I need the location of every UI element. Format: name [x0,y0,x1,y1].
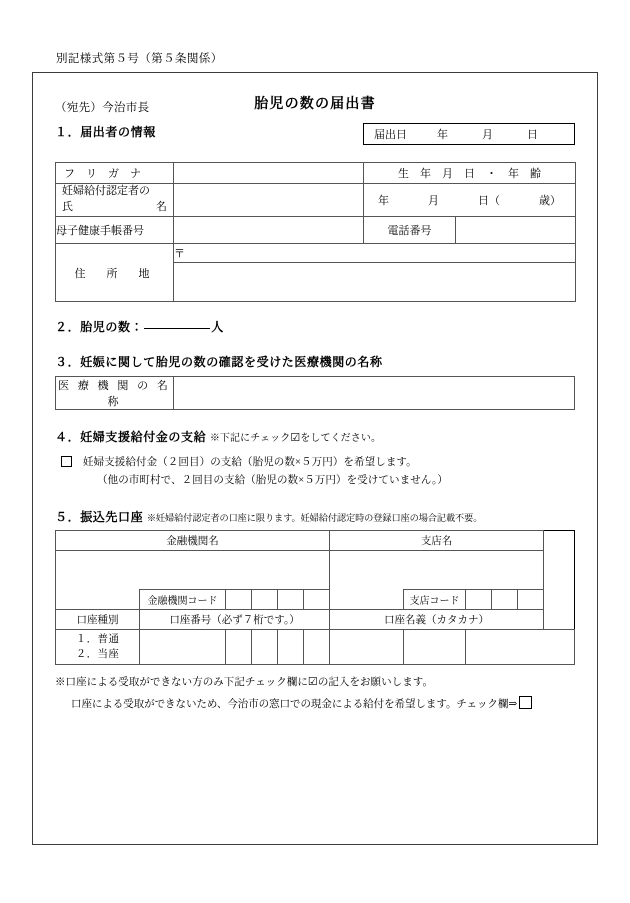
table-row-bank-headers [56,530,575,550]
address-label: 住 所 地 [74,267,155,280]
table-row-name [56,184,576,217]
account-number-header-cell [140,609,330,629]
submission-date-day: 日 [527,129,538,141]
branch-code-digit-1[interactable] [466,589,492,609]
bank-name-header-cell [56,530,330,550]
bank-name-header: 金融機関名 [166,535,219,547]
account-type-header: 口座種別 [76,614,119,626]
furigana-label: フ リ ガ ナ [64,168,141,180]
postal-mark-icon: 〒 [174,248,185,260]
phone-label-cell [364,217,456,244]
branch-name-input[interactable] [330,550,544,589]
checked-box-icon-2: ☑ [307,675,318,688]
account-number-digit-3[interactable] [252,629,278,664]
section-1-heading: １．届出者の情報 [55,125,156,139]
table-row-medical-institution [56,377,575,410]
section-1 [55,123,575,302]
account-number-digit-7[interactable] [404,629,466,664]
postal-code-cell[interactable] [174,244,576,263]
section-4-note-post: をしてください。 [300,433,382,444]
submission-date-box [363,123,575,145]
account-type-header-cell [56,609,140,629]
name-label [56,184,173,216]
account-holder-header: 口座名義（カタカナ） [384,614,490,626]
form-number: 別記様式第５号（第５条関係） [56,53,223,65]
birth-date-cell[interactable] [364,184,576,217]
section-4-heading [55,428,575,445]
section-4-heading-text: ４．妊婦支援給付金の支給 [55,430,207,444]
section-4-note [210,433,381,444]
footnote-1 [55,674,575,689]
table-row-codes [56,589,575,609]
branch-code-spacer [330,589,404,609]
account-number-digit-5[interactable] [304,629,330,664]
birth-age-label: 歳） [539,195,561,207]
branch-code-digit-3[interactable] [518,589,544,609]
bank-code-label-cell [140,589,226,609]
account-number-digit-4[interactable] [278,629,304,664]
section-2-unit: 人 [211,320,224,334]
name-label-line2 [62,200,167,216]
medical-institution-label-cell [56,377,174,410]
birth-date-fields [364,192,575,208]
branch-code-digit-2[interactable] [492,589,518,609]
branch-code-label-cell [404,589,466,609]
submission-date-year: 年 [437,129,448,141]
footnote-2 [55,696,575,711]
footnote-2-text: 口座による受取ができないため、今治市の窓口での現金による給付を希望します。チェック欄⇒ [71,698,518,710]
account-number-digit-6[interactable] [330,629,404,664]
address-input[interactable] [174,263,576,302]
handbook-label-cell [56,217,174,244]
cash-payment-checkbox[interactable] [519,696,532,709]
checked-box-icon: ☑ [290,432,301,444]
table-row-account-headers [56,609,575,629]
birth-month-label: 月 [428,195,439,207]
birth-year-label: 年 [378,195,389,207]
name-label-left: 氏 [62,201,73,213]
submission-date-label: 届出日 [374,129,407,141]
footnote-1-post: の記入をお願いします。 [317,676,434,688]
grant-request-line2: （他の市町村で、２回目の支給（胎児の数×５万円）を受けていません。） [97,475,448,487]
bank-code-spacer [56,589,140,609]
table-row-address-postal [56,244,576,263]
section-5-note: ※妊婦給付認定者の口座に限ります。妊婦給付認定時の登録口座の場合記載不要。 [146,512,483,523]
furigana-input[interactable] [174,163,364,184]
submission-date-month: 月 [482,129,493,141]
phone-label: 電話番号 [387,225,432,237]
grant-request-checkbox[interactable] [61,456,72,467]
furigana-label-cell [56,163,174,184]
account-type-options[interactable] [56,629,140,664]
section-2-label: ２．胎児の数： [55,320,144,334]
bank-code-label: 金融機関コード [147,595,218,607]
form-content [33,73,597,844]
bank-code-digit-4[interactable] [304,589,330,609]
form-page-frame [32,72,598,845]
table-row-handbook-phone [56,217,576,244]
account-number-digit-2[interactable] [226,629,252,664]
section-3-heading: ３．妊娠に関して胎児の数の確認を受けた医療機関の名称 [55,355,383,369]
bank-name-input[interactable] [56,550,330,589]
birth-day-label: 日（ [478,195,500,207]
medical-institution-input[interactable] [174,377,575,410]
name-label-cell [56,184,174,217]
account-number-header: 口座番号（必ず７桁です。） [169,614,300,626]
account-type-option-1[interactable]: １．普通 [75,633,120,645]
handbook-input[interactable] [174,217,364,244]
grant-request-line1: 妊婦支援給付金（２回目）の支給（胎児の数×５万円）を希望します。 [83,457,417,468]
section-4-option [55,454,575,491]
name-input[interactable] [174,184,364,217]
birth-header-label: 生 年 月 日 ・ 年 齢 [398,168,541,180]
footnote-1-pre: ※口座による受取ができない方のみ下記チェック欄に [55,676,308,688]
section-4-note-pre: ※下記にチェック [209,433,291,444]
section-5-heading-text: ５．振込先口座 [55,509,144,524]
branch-name-header: 支店名 [420,535,453,547]
applicant-info-table [55,162,576,302]
medical-institution-label: 医 療 機 関 の 名 称 [58,380,171,408]
table-row-bank-entry [56,550,575,589]
birth-header-cell [364,163,576,184]
section-2 [55,318,575,335]
bank-code-digit-2[interactable] [252,589,278,609]
handbook-label: 母子健康手帳番号 [56,225,144,237]
medical-institution-table [55,376,575,410]
account-type-option-2[interactable]: ２．当座 [75,648,120,660]
account-number-digit-1[interactable] [140,629,226,664]
bank-account-table [55,530,575,665]
page-title: 胎児の数の届出書 [254,97,376,112]
branch-name-header-cell [330,530,544,550]
account-holder-input[interactable] [466,629,575,664]
table-row-furigana [56,163,576,184]
name-label-line1: 妊婦給付認定者の [62,185,150,198]
addressee: （宛先）今治市長 [55,102,150,114]
address-label-cell [56,244,174,302]
table-row-account-entry [56,629,575,664]
name-label-right: 名 [156,201,167,213]
bank-code-digit-1[interactable] [226,589,252,609]
bank-code-digit-3[interactable] [278,589,304,609]
phone-input[interactable] [456,217,576,244]
branch-code-label: 支店コード [409,595,460,607]
fetus-count-input[interactable] [144,328,210,329]
section-5-heading [55,508,575,525]
account-holder-header-cell [330,609,544,629]
